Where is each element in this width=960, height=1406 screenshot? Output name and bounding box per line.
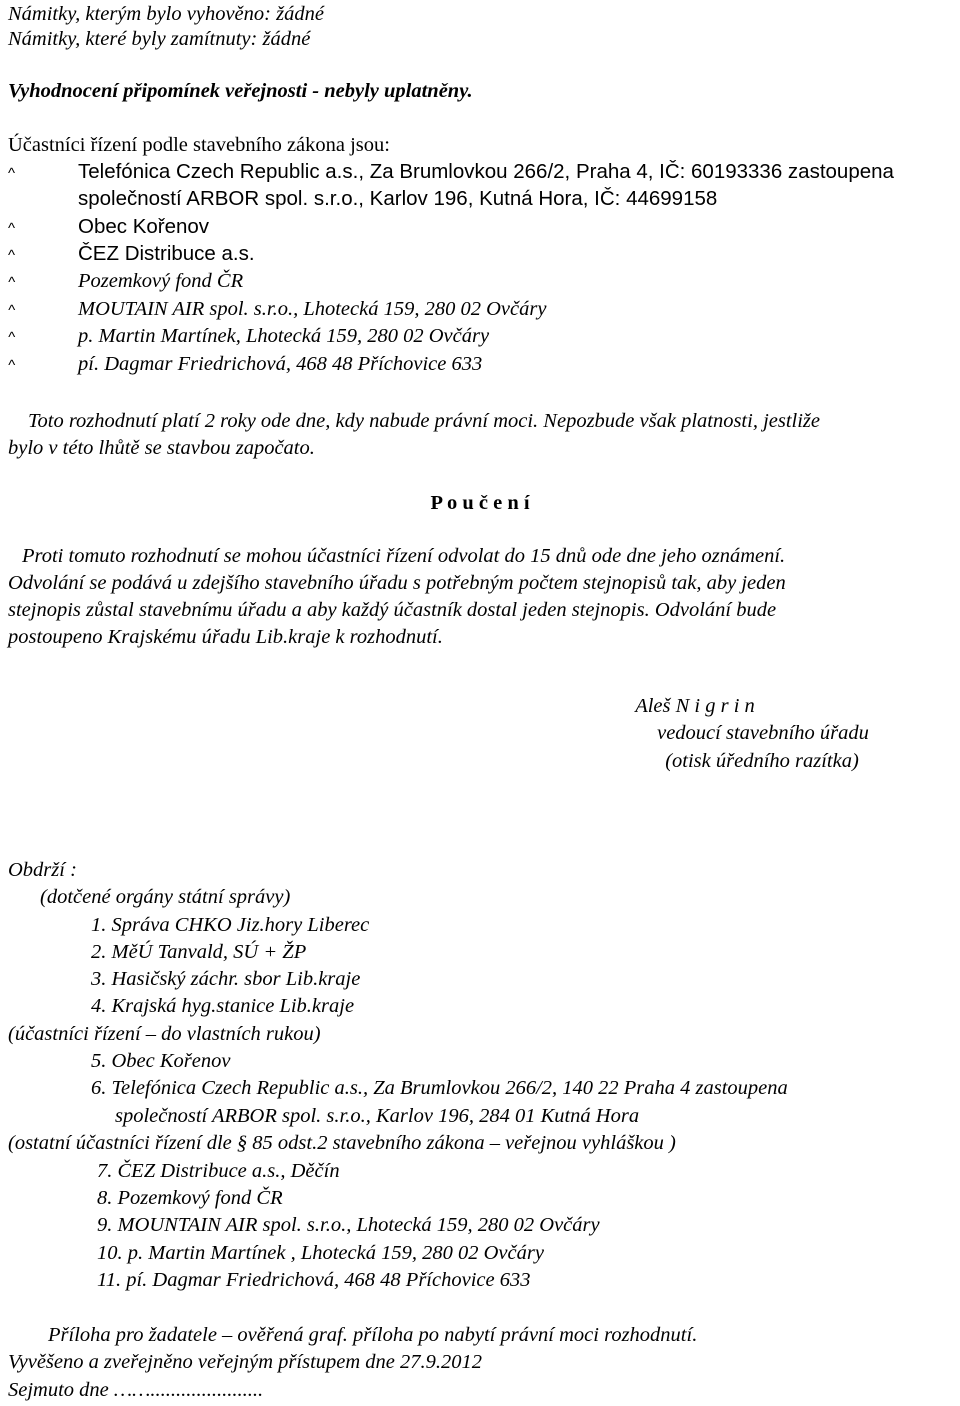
participant-label: Telefónica Czech Republic a.s., Za Brumlovkou 266/2, Praha 4, IČ: 60193336 zastoupena [78,160,894,183]
participant-item [8,244,255,265]
participant-item [8,271,243,292]
participant-item [8,326,489,347]
recipient-item: 11. pí. Dagmar Friedrichová, 468 48 Příchovice 633 [97,1269,531,1291]
instruction-heading: P o u č e n í [430,492,530,514]
public-comments: Vyhodnocení připomínek veřejnosti - nebyly uplatněny. [8,80,473,102]
signatory-name: Aleš N i g r i n [635,695,755,717]
instruction-line: postoupeno Krajskému úřadu Lib.kraje k rozhodnutí. [8,626,443,648]
caret-up-icon: ^ [8,357,16,374]
participant-label: Obec Kořenov [78,215,210,238]
caret-up-icon: ^ [8,165,16,182]
participants-heading: Účastníci řízení podle stavebního zákona jsou: [8,134,390,156]
validity-line: bylo v této lhůtě se stavbou započato. [8,437,315,459]
participant-item [8,217,209,238]
participant-label: p. Martin Martínek, Lhotecká 159, 280 02 Ovčáry [78,325,490,347]
participant-item-continued: společností ARBOR spol. s.r.o., Karlov 196, Kutná Hora, IČ: 44699158 [78,187,718,210]
recipient-item-continued: společností ARBOR spol. s.r.o., Karlov 196, 284 01 Kutná Hora [115,1105,640,1127]
caret-up-icon: ^ [8,220,16,237]
objections-accepted: Námitky, kterým bylo vyhověno: žádné [8,3,324,25]
caret-up-icon: ^ [8,302,16,319]
recipient-item: 1. Správa CHKO Jiz.hory Liberec [91,914,370,936]
recipient-item: 10. p. Martin Martínek , Lhotecká 159, 280 02 Ovčáry [97,1242,544,1264]
recipient-item: 8. Pozemkový fond ČR [97,1187,283,1209]
objections-rejected: Námitky, které byly zamítnuty: žádné [8,28,311,50]
recipient-item: 9. MOUNTAIN AIR spol. s.r.o., Lhotecká 159, 280 02 Ovčáry [97,1214,600,1236]
participant-label: pí. Dagmar Friedrichová, 468 48 Příchovice 633 [78,353,483,375]
others-label: (ostatní účastníci řízení dle § 85 odst.2 stavebního zákona – veřejnou vyhláškou ) [8,1132,676,1154]
recipient-item: 7. ČEZ Distribuce a.s., Děčín [97,1160,340,1182]
parties-label: (účastníci řízení – do vlastních rukou) [8,1023,321,1045]
caret-up-icon: ^ [8,274,16,291]
participant-item [8,162,894,183]
recipient-item: 5. Obec Kořenov [91,1050,231,1072]
removed-note: Sejmuto dne ……...................... [8,1379,264,1401]
participant-item [8,354,482,375]
caret-up-icon: ^ [8,329,16,346]
instruction-line: stejnopis zůstal stavebnímu úřadu a aby každý účastník dostal jeden stejnopis. Odvolání bude [8,599,777,621]
recipient-item: 2. MěÚ Tanvald, SÚ + ŽP [91,941,307,963]
participant-label: Pozemkový fond ČR [78,270,244,292]
caret-up-icon: ^ [8,247,16,264]
posted-note: Vyvěšeno a zveřejněno veřejným přístupem dne 27.9.2012 [8,1351,483,1373]
instruction-line: Proti tomuto rozhodnutí se mohou účastníci řízení odvolat do 15 dnů ode dne jeho oznámení. [22,545,786,567]
stamp-note: (otisk úředního razítka) [665,750,859,772]
participant-label: ČEZ Distribuce a.s. [78,242,255,265]
recipient-item: 4. Krajská hyg.stanice Lib.kraje [91,995,355,1017]
recipient-item: 3. Hasičský záchr. sbor Lib.kraje [91,968,361,990]
authorities-label: (dotčené orgány státní správy) [40,886,291,908]
participant-label: MOUTAIN AIR spol. s.r.o., Lhotecká 159, 280 02 Ovčáry [78,298,547,320]
validity-line: Toto rozhodnutí platí 2 roky ode dne, kdy nabude právní moci. Nepozbude však platnosti, jestliže [28,410,821,432]
participant-item [8,299,546,320]
signatory-title: vedoucí stavebního úřadu [657,722,869,744]
attachment-note: Příloha pro žadatele – ověřená graf. příloha po nabytí právní moci rozhodnutí. [48,1324,698,1346]
recipient-item: 6. Telefónica Czech Republic a.s., Za Brumlovkou 266/2, 140 22 Praha 4 zastoupena [91,1077,788,1099]
instruction-line: Odvolání se podává u zdejšího stavebního úřadu s potřebným počtem stejnopisů tak, aby jeden [8,572,786,594]
recipients-heading: Obdrží : [8,859,77,881]
